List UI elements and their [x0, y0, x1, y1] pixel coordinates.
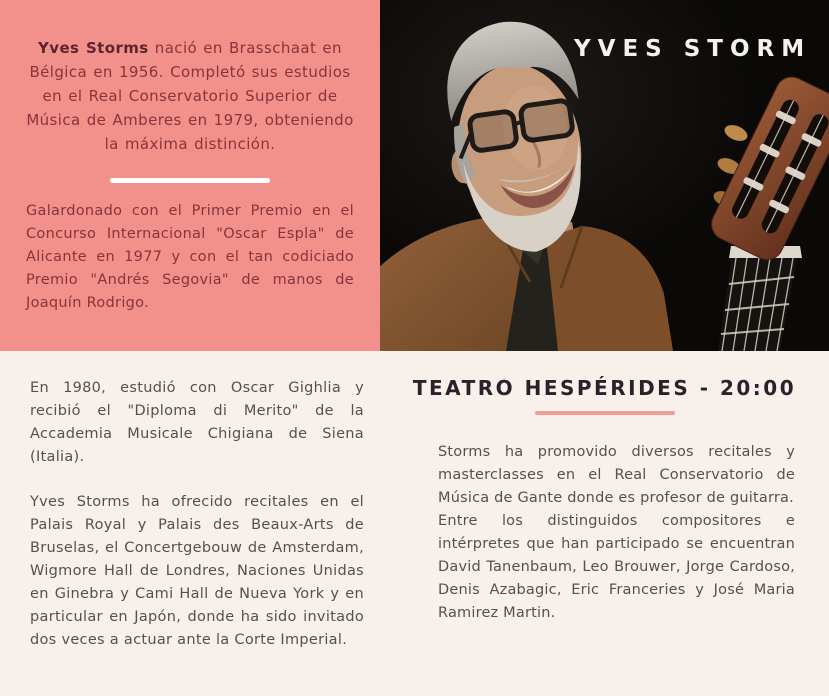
photo-title-overlay: YVES STORM [574, 36, 812, 62]
artist-photo [380, 0, 829, 351]
awards-paragraph: Galardonado con el Primer Premio en el Concurso Internacional "Oscar Espla" de Alicante en 1977 y con el tan codiciado Premio "Andrés Segovia" de manos de Joaquín Rodrigo. [26, 203, 354, 311]
bio-panel [0, 0, 380, 351]
event-info-column [380, 351, 829, 674]
intro-paragraph [26, 36, 354, 156]
masterclasses-paragraph: Storms ha promovido diversos recitales y masterclasses en el Real Conservatorio de Música de Gante donde es profesor de guitarra. [438, 444, 795, 506]
event-copy [380, 441, 829, 625]
artist-name: Yves Storms [38, 39, 149, 57]
venue-heading: TEATRO HESPÉRIDES - 20:00 [412, 376, 797, 400]
recitals-paragraph: Yves Storms ha ofrecido recitales en el Palais Royal y Palais des Beaux-Arts de Bruselas, el Concertgebouw de Amsterdam, Wigmore Hall de Londres, Naciones Unidas en Ginebra y Cami Hall de Nueva York y en particular en Japón, donde ha sido invitado dos veces a actuar ante la Corte Imperial. [30, 494, 364, 648]
bottom-section [0, 351, 829, 674]
divider-line [110, 178, 270, 183]
intro-text: nació en Brasschaat en Bélgica en 1956. Completó sus estudios en el Real Conservatorio Superior de Música de Amberes en 1979, obteniendo la máxima distinción. [26, 39, 354, 153]
studies-paragraph: En 1980, estudió con Oscar Gighlia y recibió el "Diploma di Merito" de la Accademia Musicale Chigiana de Siena (Italia). [30, 380, 364, 465]
heading-underline [535, 411, 675, 415]
composers-paragraph: Entre los distinguidos compositores e intérpretes que han participado se encuentran David Tanenbaum, Leo Brouwer, Jorge Cardoso, Denis Azabagic, Eric Franceries y José Maria Ramirez Martin. [438, 513, 795, 621]
bio-continued-column [0, 351, 380, 674]
